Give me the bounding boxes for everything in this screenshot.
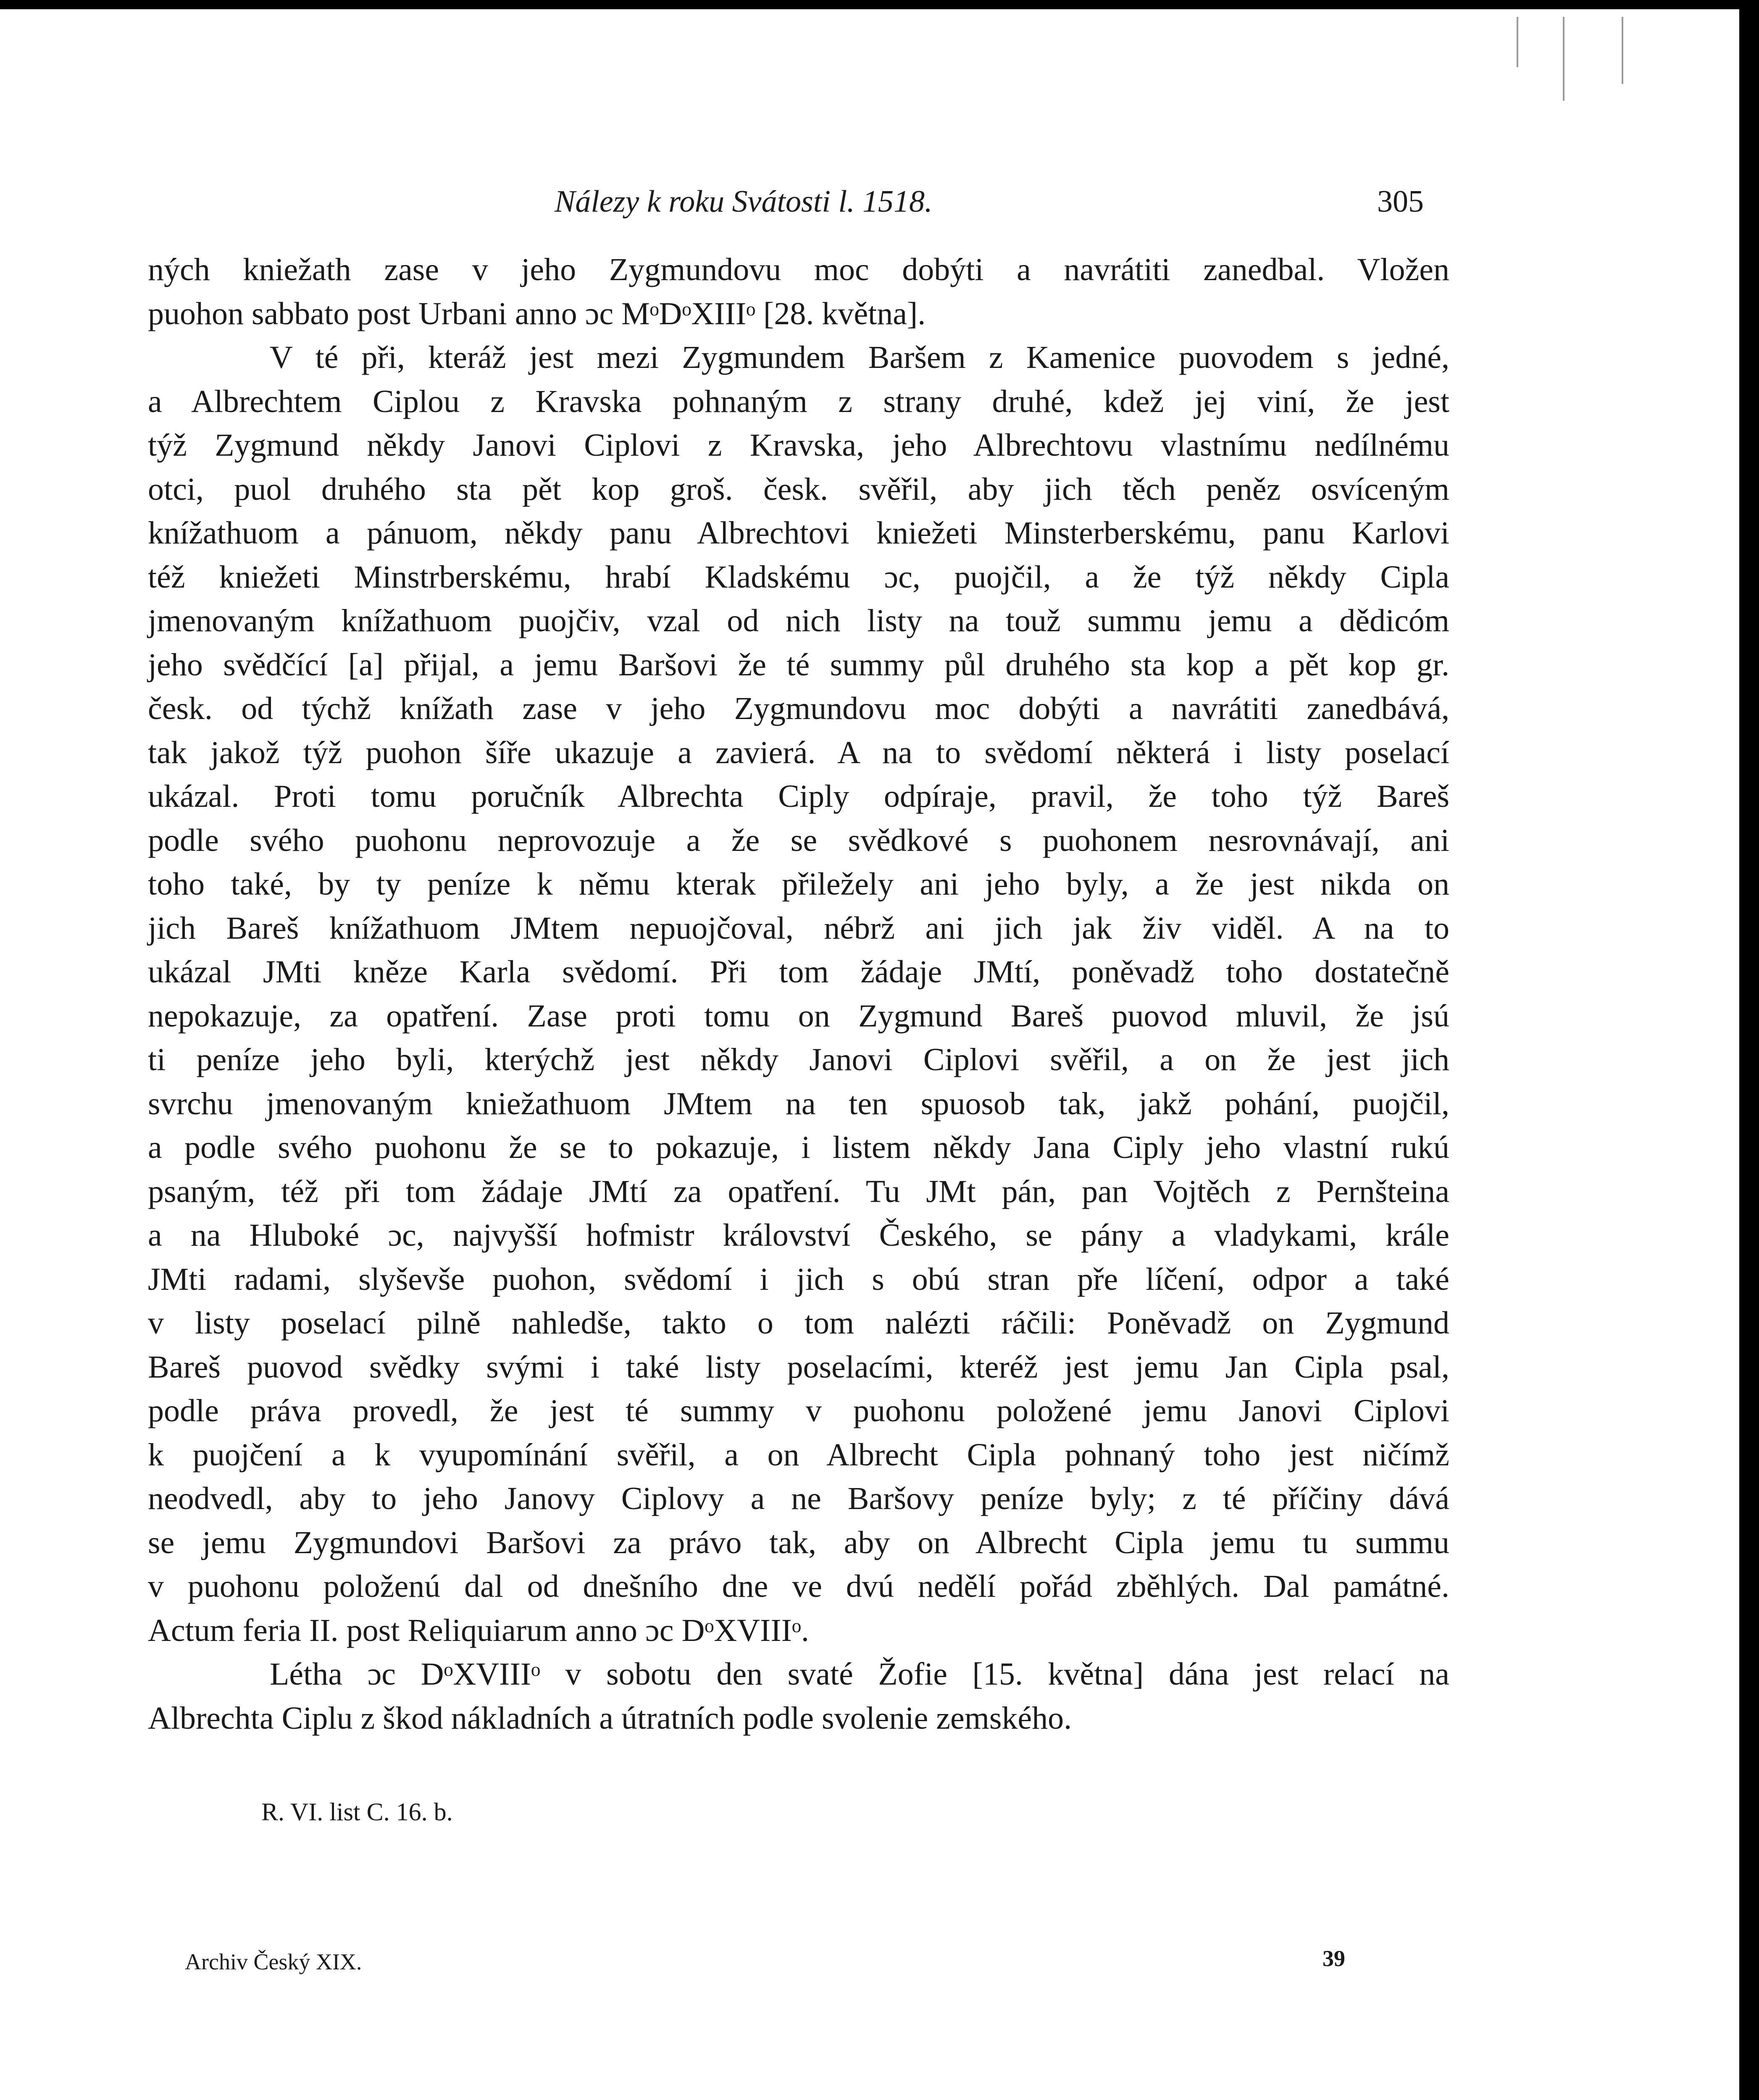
text-line: V té při, kteráž jest mezi Zygmundem Baršem z Kamenice puovodem s jedné, — [270, 340, 1449, 375]
text-line: ti peníze jeho byli, kterýchž jest někdy Janovi Ciplovi svěřil, a on že jest jich — [148, 1042, 1449, 1077]
text-line: v puohonu položenú dal od dnešního dne ve dvú nedělí pořád zběhlých. Dal památné. — [148, 1569, 1449, 1604]
text-line: neodvedl, aby to jeho Janovy Ciplovy a ne Baršovy peníze byly; z té příčiny dává — [148, 1481, 1449, 1516]
text-line: puohon sabbato post Urbani anno ɔc MᵒDᵒXIIIᵒ [28. května]. — [148, 296, 926, 331]
text-line: v listy poselací pilně nahledše, takto o tom nalézti ráčili: Poněvadž on Zygmund — [148, 1305, 1449, 1341]
text-line: též kniežeti Minstrberskému, hrabí Kladskému ɔc, puojčil, a že týž někdy Cipla — [148, 559, 1449, 595]
text-line: Actum feria II. post Reliquiarum anno ɔc DᵒXVIIIᵒ. — [148, 1612, 809, 1648]
text-line: a Albrechtem Ciplou z Kravska pohnaným z strany druhé, kdež jej viní, že jest — [148, 383, 1449, 419]
running-header — [0, 176, 1449, 226]
text-line: svrchu jmenovaným kniežathuom JMtem na ten spuosob tak, jakž pohání, puojčil, — [148, 1086, 1449, 1121]
text-line: česk. od týchž knížath zase v jeho Zygmundovu moc dobýti a navrátiti zanedbává, — [148, 691, 1449, 726]
text-line: nepokazuje, za opatření. Zase proti tomu on Zygmund Bareš puovod mluvil, že jsú — [148, 998, 1449, 1034]
text-line: Bareš puovod svědky svými i také listy poselacími, kteréž jest jemu Jan Cipla psal, — [148, 1349, 1449, 1385]
text-line: podle svého puohonu neprovozuje a že se svědkové s puohonem nesrovnávají, ani — [148, 822, 1449, 858]
running-title: Nálezy k roku Svátosti l. 1518. — [555, 184, 933, 219]
text-line: se jemu Zygmundovi Baršovi za právo tak, aby on Albrecht Cipla jemu tu summu — [148, 1525, 1449, 1560]
text-line: Albrechta Ciplu z škod nákladních a útratních podle svolenie zemského. — [148, 1700, 1072, 1736]
text-line: ných kniežath zase v jeho Zygmundovu moc dobýti a navrátiti zanedbal. Vložen — [148, 252, 1449, 287]
text-line: ukázal JMti kněze Karla svědomí. Při tom žádaje JMtí, poněvadž toho dostatečně — [148, 954, 1449, 990]
paragraph-2 — [148, 336, 1449, 1652]
scan-top-edge — [0, 0, 1739, 9]
page-footer — [0, 1940, 1449, 1982]
text-line: a na Hluboké ɔc, najvyšší hofmistr království Českého, se pány a vladykami, krále — [148, 1218, 1449, 1253]
text-line: a podle svého puohonu že se to pokazuje, i listem někdy Jana Ciply jeho vlastní rukú — [148, 1130, 1449, 1165]
text-line: jeho svědčící [a] přijal, a jemu Baršovi že té summy půl druhého sta kop a pět kop gr. — [148, 647, 1449, 682]
footer-source: Archiv Český XIX. — [185, 1949, 362, 1974]
text-line: jich Bareš knížathuom JMtem nepuojčoval, nébrž ani jich jak živ viděl. A na to — [148, 910, 1449, 946]
page-number: 305 — [1377, 184, 1424, 219]
text-line: Létha ɔc DᵒXVIIIᵒ v sobotu den svaté Žofie [15. května] dána jest relací na — [270, 1656, 1449, 1692]
margin-mark — [1563, 17, 1564, 101]
text-line: JMti radami, slyševše puohon, svědomí i jich s obú stran pře líčení, odpor a také — [148, 1261, 1449, 1297]
main-text — [148, 248, 1449, 1740]
text-line: otci, puol druhého sta pět kop groš. česk. svěřil, aby jich těch peněz osvíceným — [148, 471, 1449, 507]
margin-mark — [1517, 17, 1518, 67]
footer-sheet-number: 39 — [1323, 1946, 1345, 1971]
text-line: toho také, by ty peníze k němu kterak přiležely ani jeho byly, a že jest nikda on — [148, 866, 1449, 902]
paragraph-3 — [148, 1652, 1449, 1740]
margin-mark — [1622, 17, 1623, 84]
text-line: podle práva provedl, že jest té summy v puohonu položené jemu Janovi Ciplovi — [148, 1393, 1449, 1428]
text-line: k puojčení a k vyupomínání svěřil, a on Albrecht Cipla pohnaný toho jest ničímž — [148, 1437, 1449, 1473]
text-line: psaným, též při tom žádaje JMtí za opatření. Tu JMt pán, pan Vojtěch z Pernšteina — [148, 1173, 1449, 1209]
archive-reference: R. VI. list C. 16. b. — [261, 1798, 453, 1826]
paragraph-1 — [148, 248, 1449, 336]
text-line: týž Zygmund někdy Janovi Ciplovi z Kravska, jeho Albrechtovu vlastnímu nedílnému — [148, 428, 1449, 463]
text-line: tak jakož týž puohon šíře ukazuje a zavierá. A na to svědomí některá i listy poselací — [148, 735, 1449, 770]
text-line: ukázal. Proti tomu poručník Albrechta Ciply odpíraje, pravil, že toho týž Bareš — [148, 779, 1449, 814]
text-line: knížathuom a pánuom, někdy panu Albrechtovi kniežeti Minsterberskému, panu Karlovi — [148, 515, 1449, 551]
text-line: jmenovaným knížathuom puojčiv, vzal od nich listy na touž summu jemu a dědicóm — [148, 603, 1449, 638]
